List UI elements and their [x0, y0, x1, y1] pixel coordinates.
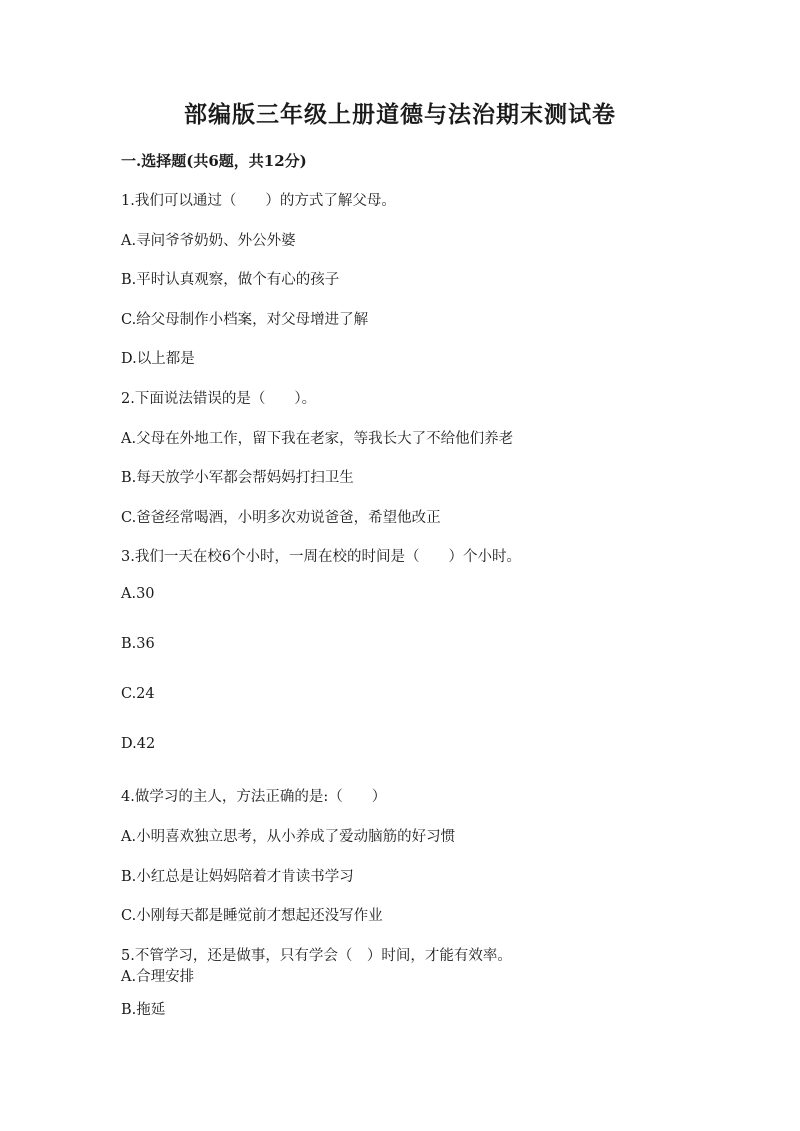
- question-2-option-c: C.爸爸经常喝酒，小明多次劝说爸爸，希望他改正: [121, 510, 441, 526]
- question-3-option-d: D.42: [121, 736, 156, 752]
- question-4-option-c: C.小刚每天都是睡觉前才想起还没写作业: [121, 908, 383, 924]
- question-5-option-b: B.拖延: [121, 1002, 166, 1018]
- question-3-option-b: B.36: [121, 636, 155, 652]
- question-3-option-c: C.24: [121, 686, 155, 702]
- exam-title: 部编版三年级上册道德与法治期末测试卷: [184, 101, 616, 128]
- question-1-option-b: B.平时认真观察，做个有心的孩子: [121, 272, 340, 288]
- section-heading: 一.选择题(共6题，共12分): [121, 152, 307, 170]
- question-1-option-c: C.给父母制作小档案，对父母增进了解: [121, 312, 369, 328]
- question-2-stem: 2.下面说法错误的是（ ）。: [121, 391, 317, 407]
- question-4-stem: 4.做学习的主人，方法正确的是:（ ）: [121, 789, 387, 805]
- question-1-stem: 1.我们可以通过（ ）的方式了解父母。: [121, 193, 396, 209]
- question-5-option-a: A.合理安排: [121, 969, 195, 985]
- question-1-option-d: D.以上都是: [121, 351, 195, 367]
- question-1-option-a: A.寻问爷爷奶奶、外公外婆: [121, 233, 296, 249]
- question-2-option-a: A.父母在外地工作，留下我在老家，等我长大了不给他们养老: [121, 431, 514, 447]
- question-3-stem: 3.我们一天在校6个小时，一周在校的时间是（ ）个小时。: [121, 549, 522, 565]
- question-5-stem: 5.不管学习，还是做事，只有学会（ ）时间，才能有效率。: [121, 948, 512, 964]
- question-3-option-a: A.30: [121, 586, 155, 602]
- question-2-option-b: B.每天放学小军都会帮妈妈打扫卫生: [121, 470, 354, 486]
- question-4-option-b: B.小红总是让妈妈陪着才肯读书学习: [121, 869, 354, 885]
- question-4-option-a: A.小明喜欢独立思考，从小养成了爱动脑筋的好习惯: [121, 829, 456, 845]
